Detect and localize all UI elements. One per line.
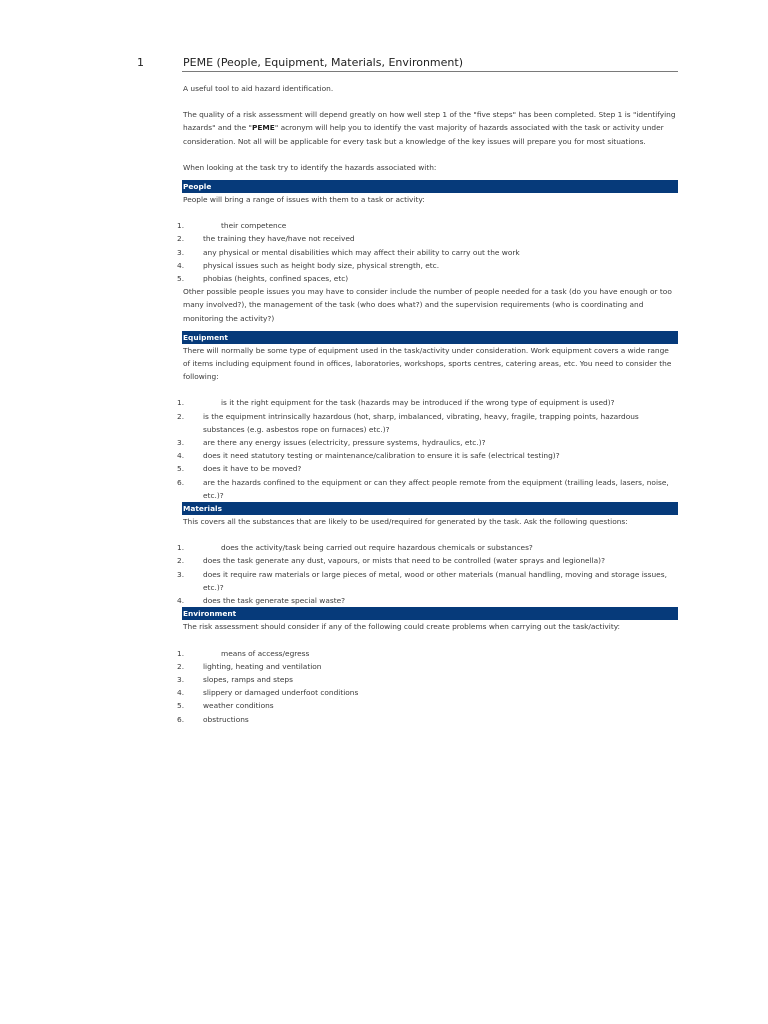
peme-acronym: PEME	[251, 123, 275, 133]
list-text: does it need statutory testing or maintenance/calibration to ensure it is safe (electrical testing)?	[203, 451, 560, 461]
section-heading-people: People	[182, 180, 678, 193]
list-number: 2.	[177, 234, 185, 244]
list-text: slippery or damaged underfoot conditions	[203, 688, 359, 698]
environment-list	[177, 647, 677, 726]
section-heading-equipment: Equipment	[182, 331, 678, 344]
materials-intro: This covers all the substances that are likely to be used/required for generated by the task. Ask the following questions:	[183, 517, 628, 527]
list-item	[177, 541, 677, 554]
list-item	[177, 449, 677, 462]
list-text: is the equipment intrinsically hazardous (hot, sharp, imbalanced, vibrating, heavy, fragile, trapping points, hazardous substances (e.g. asbestos rope on furnaces) etc.)?	[203, 411, 639, 434]
list-number: 3.	[177, 247, 185, 257]
equipment-intro: There will normally be some type of equipment used in the task/activity under consideration. Work equipment covers a wide range of items including equipment found in offices, laboratories, workshops, sports centres, catering areas, etc. You need to consider the following:	[183, 345, 672, 382]
list-text: weather conditions	[203, 701, 274, 711]
people-intro: People will bring a range of issues with them to a task or activity:	[183, 195, 425, 205]
list-text: does the task generate special waste?	[203, 596, 346, 606]
list-number: 5.	[177, 274, 185, 284]
title-divider	[182, 71, 678, 72]
people-list	[177, 219, 677, 285]
list-item	[177, 699, 677, 712]
intro-lead: When looking at the task try to identify the hazards associated with:	[183, 162, 437, 172]
list-number: 1.	[177, 543, 185, 553]
list-text: does it require raw materials or large pieces of metal, wood or other materials (manual handling, moving and storage issues, etc.)?	[203, 569, 667, 592]
list-text: physical issues such as height body size, physical strength, etc.	[203, 260, 440, 270]
list-item	[177, 410, 677, 436]
list-text: any physical or mental disabilities which may affect their ability to carry out the work	[203, 247, 520, 257]
list-text: their competence	[221, 221, 287, 231]
list-item	[177, 462, 677, 475]
list-number: 1.	[177, 221, 185, 231]
list-item	[177, 396, 677, 409]
list-item	[177, 246, 677, 259]
list-item	[177, 660, 677, 673]
list-text: are the hazards confined to the equipment or can they affect people remote from the equipment (trailing leads, lasers, noise, etc.)?	[203, 477, 669, 500]
list-text: lighting, heating and ventilation	[203, 661, 322, 671]
list-number: 2.	[177, 411, 185, 421]
list-item	[177, 232, 677, 245]
list-text: does the activity/task being carried out require hazardous chemicals or substances?	[221, 543, 533, 553]
list-text: means of access/egress	[221, 648, 310, 658]
list-number: 2.	[177, 556, 185, 566]
list-number: 4.	[177, 451, 185, 461]
list-number: 4.	[177, 260, 185, 270]
section-heading-environment: Environment	[182, 607, 678, 620]
list-item	[177, 554, 677, 567]
list-text: obstructions	[203, 714, 249, 724]
list-number: 3.	[177, 438, 185, 448]
environment-intro: The risk assessment should consider if any of the following could create problems when carrying out the task/activity:	[183, 622, 621, 632]
list-item	[177, 647, 677, 660]
list-text: phobias (heights, confined spaces, etc)	[203, 274, 349, 284]
list-item	[177, 259, 677, 272]
intro-text-after: " acronym will help you to identify the vast majority of hazards associated with the task or activity under consideration. Not all will be applicable for every task but a knowledge of the key issues will prepare you for most situations.	[183, 123, 664, 146]
list-item	[177, 568, 677, 594]
list-number: 5.	[177, 464, 185, 474]
list-text: slopes, ramps and steps	[203, 674, 293, 684]
list-number: 6.	[177, 477, 185, 487]
document-body	[177, 82, 677, 726]
list-number: 3.	[177, 674, 185, 684]
list-item	[177, 673, 677, 686]
list-item	[177, 686, 677, 699]
list-item	[177, 436, 677, 449]
list-number: 2.	[177, 661, 185, 671]
list-item	[177, 594, 677, 607]
materials-list	[177, 541, 677, 607]
list-text: does it have to be moved?	[203, 464, 302, 474]
list-item	[177, 476, 677, 502]
section-heading-materials: Materials	[182, 502, 678, 515]
people-outro: Other possible people issues you may have to consider include the number of people needed for a task (do you have enough or too many involved?), the management of the task (who does what?) and the supervision requirements (who is coordinating and monitoring the activity?)	[183, 287, 672, 323]
list-number: 4.	[177, 688, 185, 698]
list-text: does the task generate any dust, vapours, or mists that need to be controlled (water sprays and legionella)?	[203, 556, 605, 566]
page-title: PEME (People, Equipment, Materials, Environment)	[183, 56, 463, 69]
intro-paragraph	[183, 108, 677, 148]
intro-text-before: The quality of a risk assessment will depend greatly on how well step 1 of the "five steps" has been completed. Step 1 is "identifying hazards" and the "	[183, 110, 676, 133]
list-number: 4.	[177, 596, 185, 606]
intro-tagline: A useful tool to aid hazard identification.	[183, 84, 334, 93]
list-item	[177, 713, 677, 726]
list-item	[177, 219, 677, 232]
list-text: are there any energy issues (electricity, pressure systems, hydraulics, etc.)?	[203, 438, 486, 448]
list-number: 1.	[177, 648, 185, 658]
equipment-list	[177, 396, 677, 502]
list-text: is it the right equipment for the task (hazards may be introduced if the wrong type of equipment is used)?	[221, 398, 615, 408]
list-text: the training they have/have not received	[203, 234, 355, 244]
list-number: 5.	[177, 701, 185, 711]
list-number: 1.	[177, 398, 185, 408]
list-number: 3.	[177, 569, 185, 579]
page-number: 1	[137, 56, 144, 69]
list-item	[177, 272, 677, 285]
list-number: 6.	[177, 714, 185, 724]
